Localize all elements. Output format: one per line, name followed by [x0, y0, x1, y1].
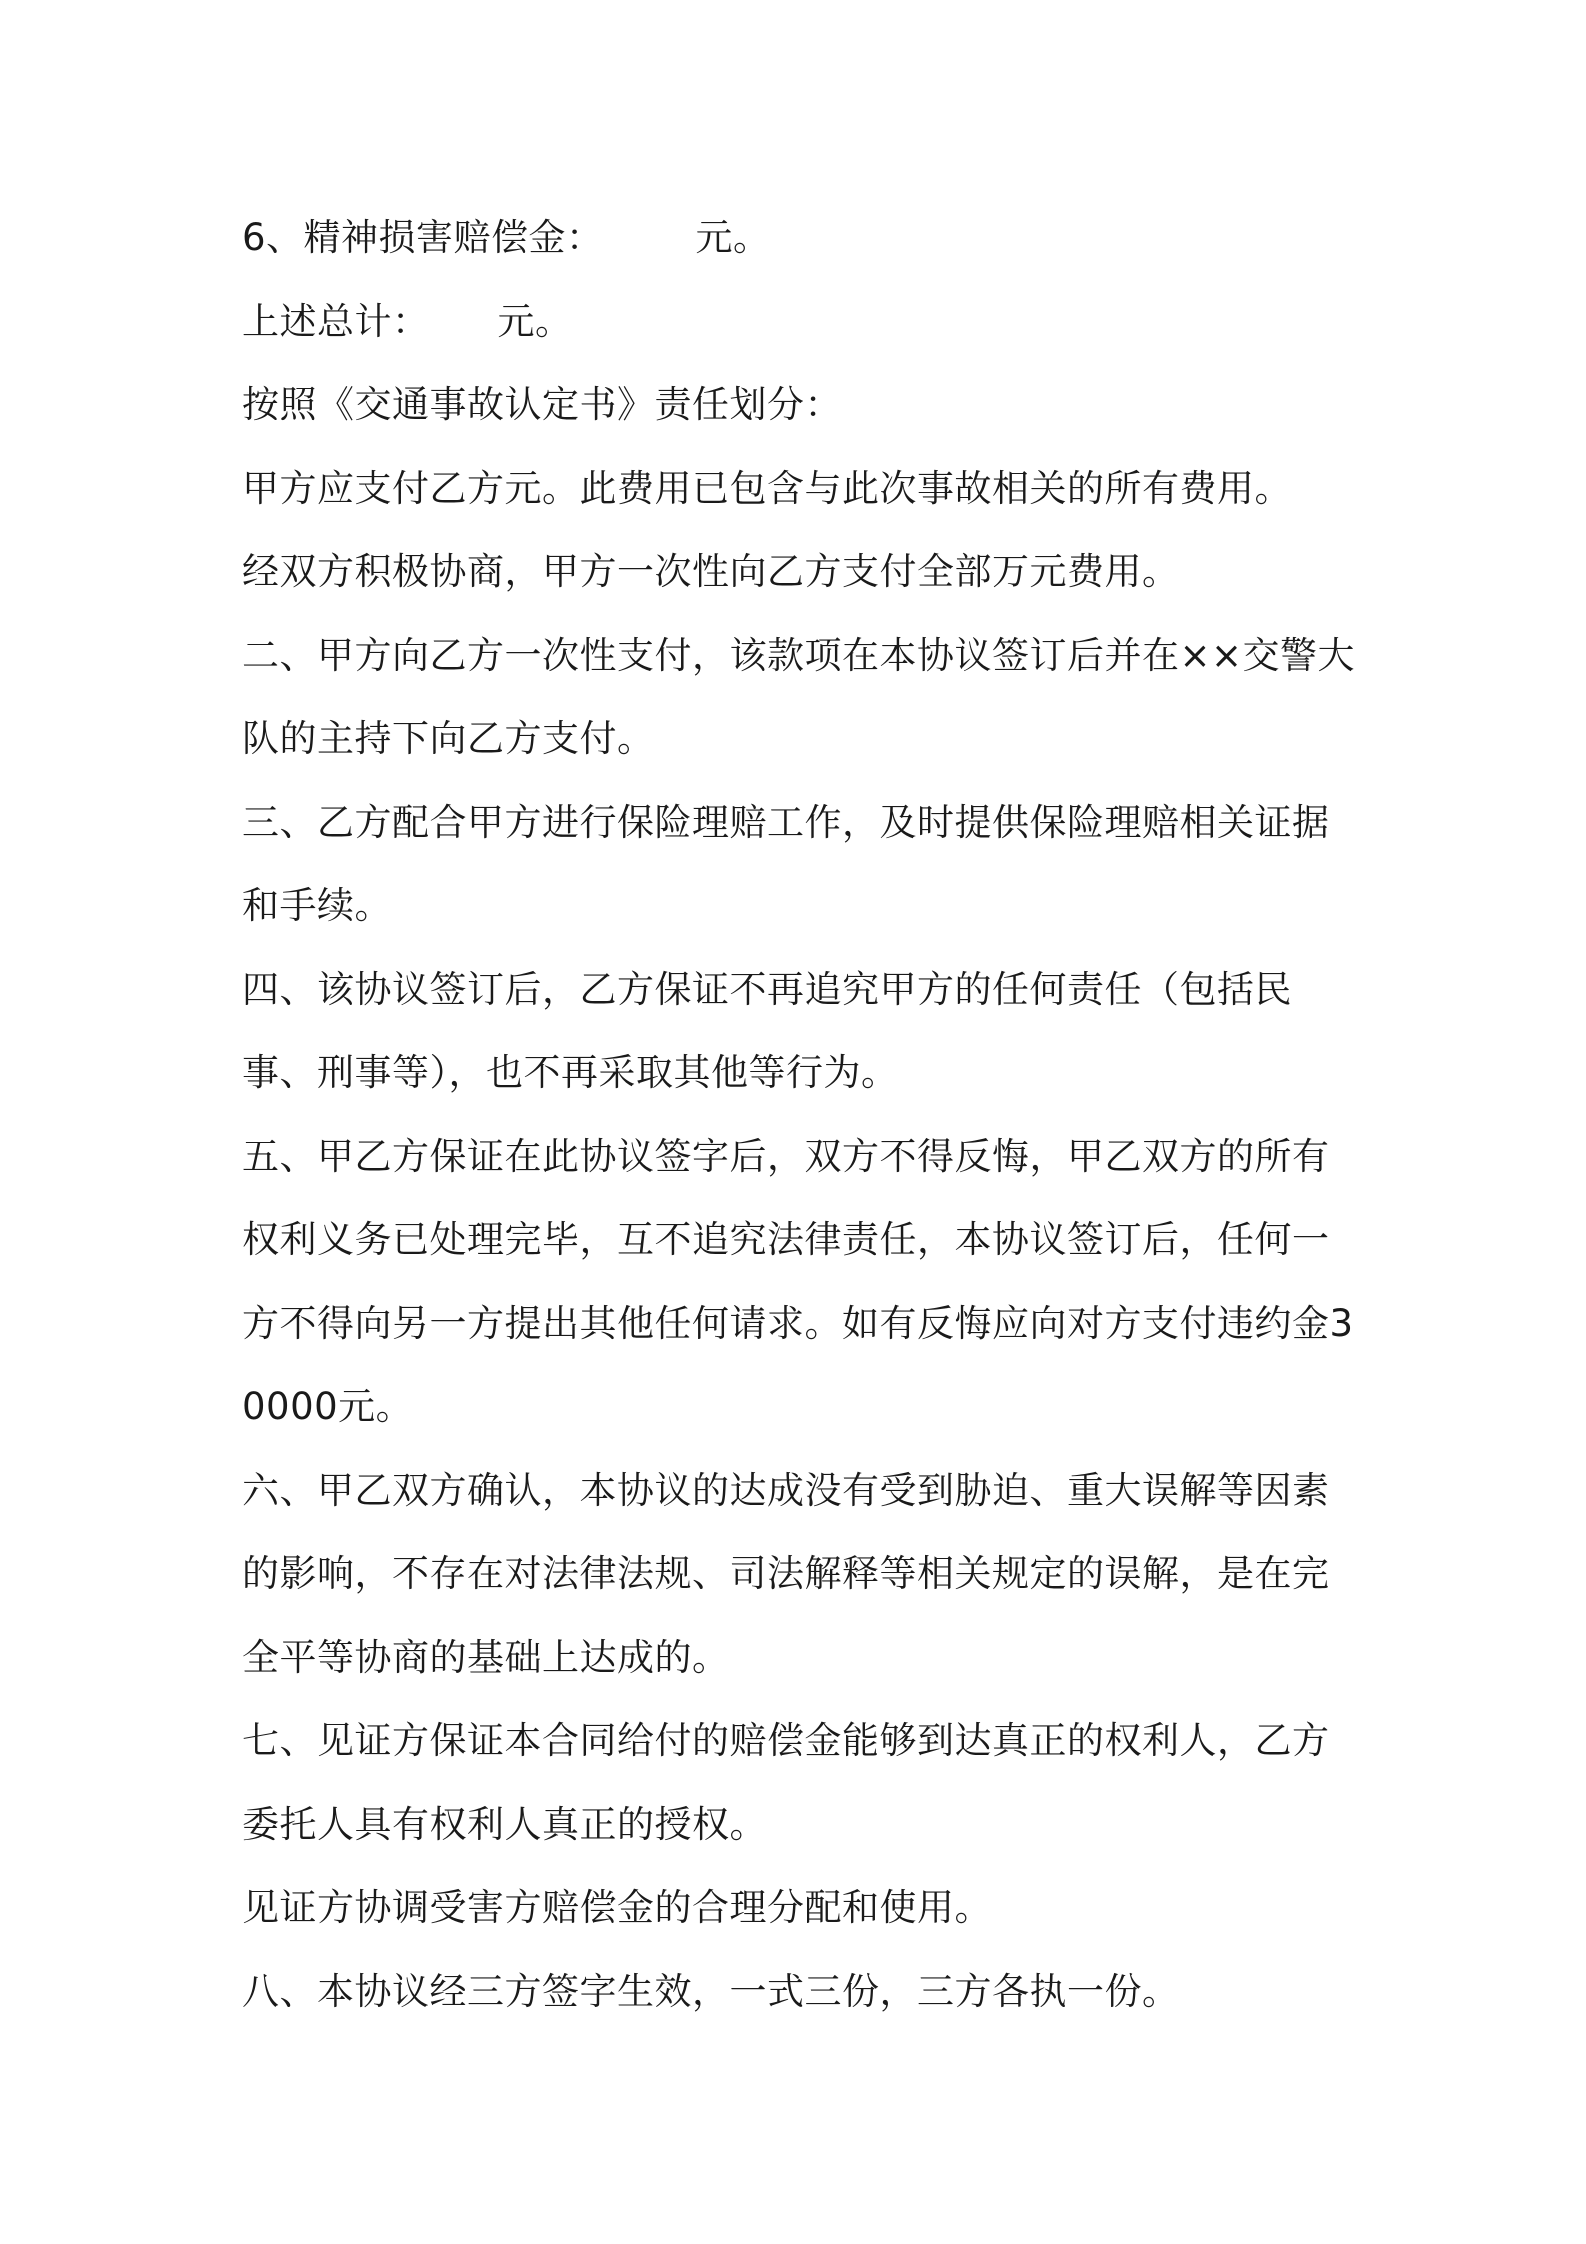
party-a-pays-line: 甲方应支付乙方元。此费用已包含与此次事故相关的所有费用。: [242, 466, 1292, 510]
item6-label: 6、精神损害赔偿金：: [242, 216, 604, 259]
clause-4: 四、该协议签订后，乙方保证不再追究甲方的任何责任（包括民事、刑事等），也不再采取其他等行为。: [242, 967, 1292, 1094]
clause-7: 七、见证方保证本合同给付的赔偿金能够到达真正的权利人，乙方委托人具有权利人真正的授权。: [242, 1719, 1330, 1846]
clause-8: 八、本协议经三方签字生效，一式三份，三方各执一份。: [242, 1969, 1180, 2013]
witness-note: 见证方协调受害方赔偿金的合理分配和使用。: [242, 1886, 992, 1929]
clause-2: 二、甲方向乙方一次性支付，该款项在本协议签订后并在××交警大队的主持下向乙方支付。: [242, 633, 1356, 760]
negotiation-line: 经双方积极协商，甲方一次性向乙方支付全部万元费用。: [242, 550, 1180, 593]
total-label: 上述总计：: [242, 299, 430, 343]
total-line: [242, 280, 1362, 364]
item6-unit: 元。: [695, 216, 771, 259]
responsibility-line: 按照《交通事故认定书》责任划分：: [242, 383, 842, 426]
agreement-body: [242, 196, 1362, 2033]
clause-6: 六、甲乙双方确认，本协议的达成没有受到胁迫、重大误解等因素的影响，不存在对法律法规、司法解释等相关规定的误解，是在完全平等协商的基础上达成的。: [242, 1468, 1330, 1679]
item6-line: [242, 196, 1362, 280]
clause-5: 五、甲乙方保证在此协议签字后，双方不得反悔，甲乙双方的所有权利义务已处理完毕，互不追究法律责任，本协议签订后，任何一方不得向另一方提出其他任何请求。如有反悔应向对方支付违约金30000元。: [242, 1134, 1354, 1428]
clause-3: 三、乙方配合甲方进行保险理赔工作，及时提供保险理赔相关证据和手续。: [242, 800, 1330, 927]
total-unit: 元。: [497, 299, 573, 343]
